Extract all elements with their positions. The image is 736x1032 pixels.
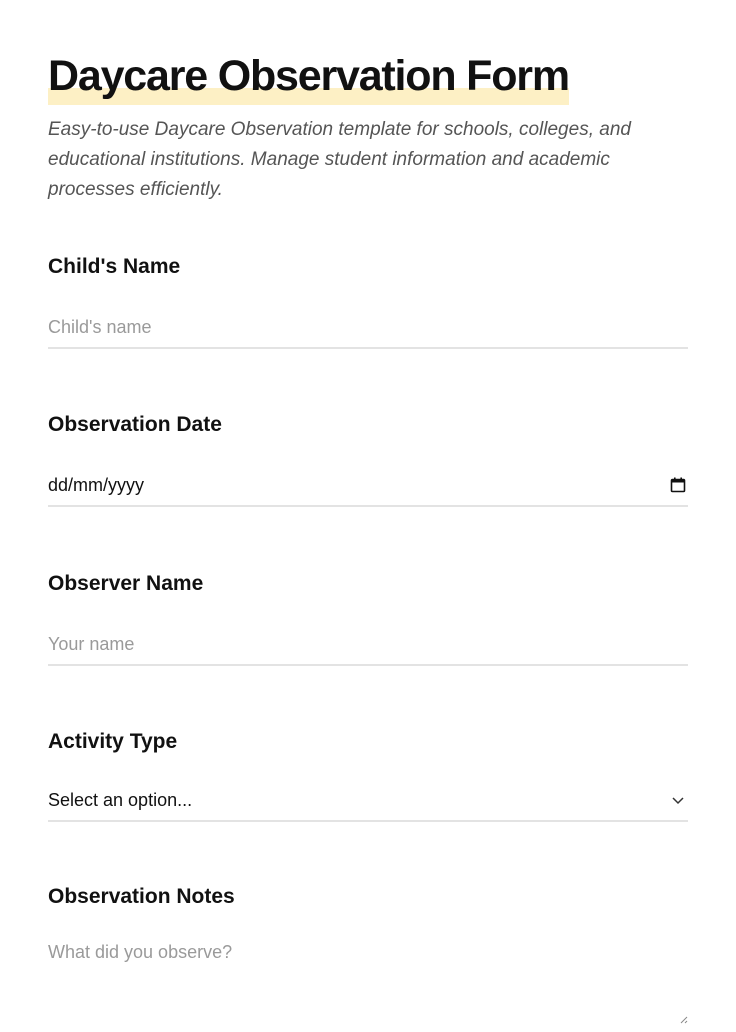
activity-type-label: Activity Type xyxy=(48,730,178,753)
chevron-down-icon xyxy=(668,790,688,810)
activity-type-select[interactable] xyxy=(48,780,688,822)
form-description: Easy-to-use Daycare Observation template for schools, colleges, and educational institutions. Manage student information and academic processes efficiently. xyxy=(48,119,631,200)
child-name-control xyxy=(48,307,688,349)
child-name-field xyxy=(48,253,688,281)
title-wrap xyxy=(48,52,569,105)
observation-notes-label: Observation Notes xyxy=(48,885,235,908)
observer-name-input[interactable] xyxy=(48,624,648,664)
observation-notes-textarea[interactable] xyxy=(48,940,688,1032)
observation-date-field xyxy=(48,411,688,495)
resize-grip-icon[interactable] xyxy=(678,1014,688,1024)
child-name-input[interactable] xyxy=(48,307,648,347)
observer-name-label: Observer Name xyxy=(48,572,204,595)
observation-notes-control xyxy=(48,940,688,1032)
child-name-label: Child's Name xyxy=(48,255,181,278)
observation-date-value: dd/mm/yyyy xyxy=(48,475,145,495)
observation-notes-field xyxy=(48,883,688,911)
observation-date-input[interactable] xyxy=(48,465,688,507)
activity-type-selected: Select an option... xyxy=(48,790,193,810)
calendar-icon[interactable] xyxy=(668,475,688,495)
activity-type-field xyxy=(48,728,688,810)
observer-name-field xyxy=(48,570,688,598)
observation-date-label: Observation Date xyxy=(48,413,222,436)
form-title: Daycare Observation Form xyxy=(48,52,569,105)
observer-name-control xyxy=(48,624,688,666)
